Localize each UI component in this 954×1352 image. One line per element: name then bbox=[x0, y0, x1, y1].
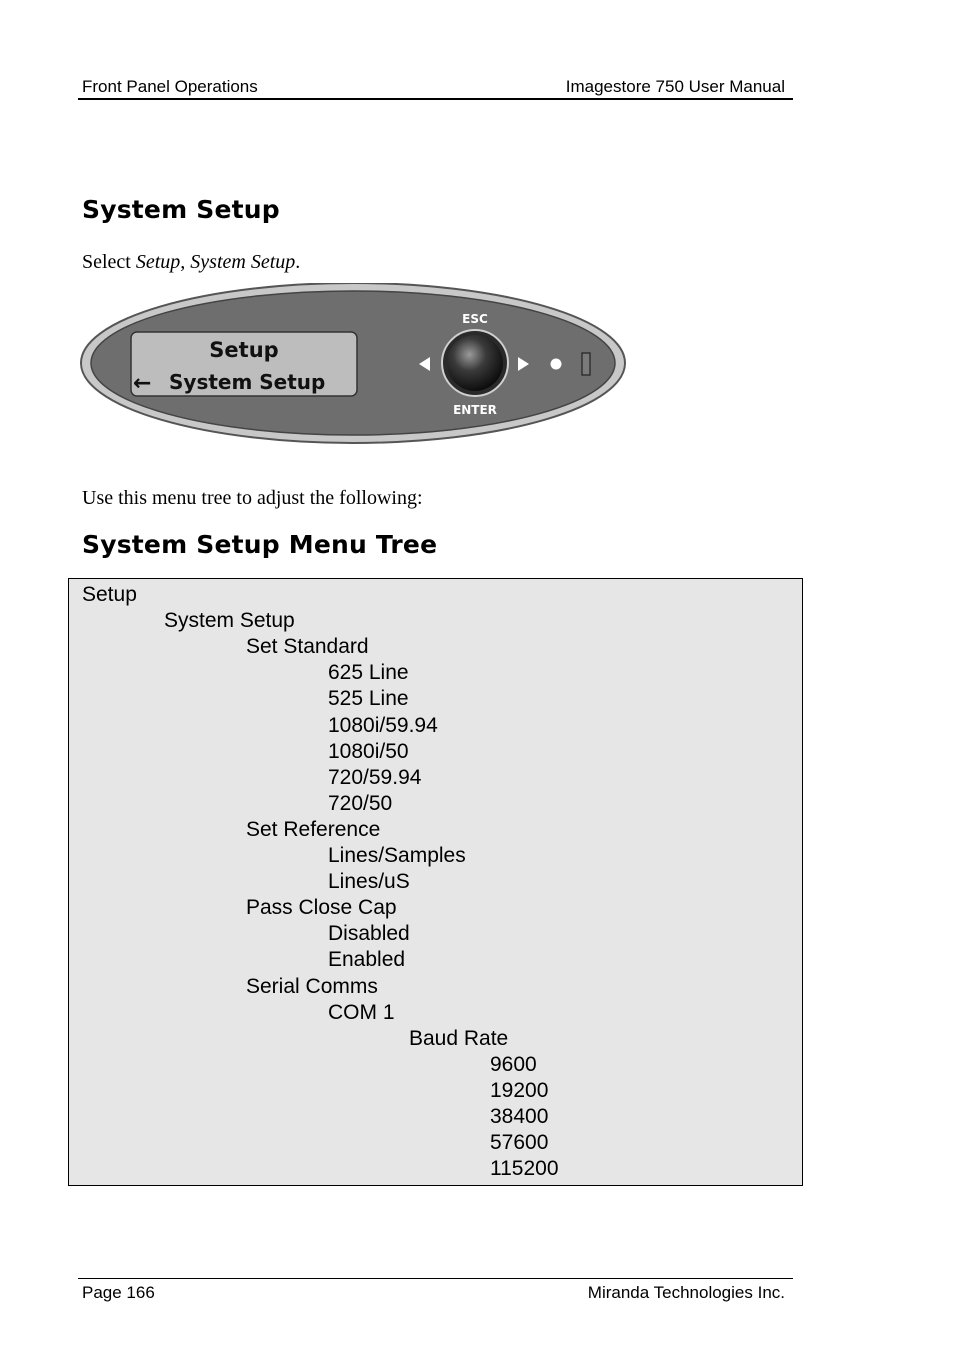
tree-item: 720/50 bbox=[328, 791, 393, 815]
section-heading: System Setup bbox=[82, 195, 280, 224]
running-header-title: Imagestore 750 User Manual bbox=[565, 77, 785, 96]
menu-tree-heading: System Setup Menu Tree bbox=[82, 530, 438, 559]
menu-tree-box bbox=[68, 578, 803, 1186]
tree-item: 38400 bbox=[490, 1105, 549, 1128]
enter-label: ENTER bbox=[453, 403, 497, 417]
usage-paragraph: Use this menu tree to adjust the following: bbox=[82, 487, 423, 509]
intro-suffix: . bbox=[295, 251, 301, 273]
tree-item: 525 Line bbox=[328, 687, 409, 711]
tree-item: 720/59.94 bbox=[328, 765, 422, 789]
footer-company: Miranda Technologies Inc. bbox=[587, 1283, 785, 1302]
intro-menu-path: Setup, System Setup bbox=[135, 251, 296, 273]
tree-item: Enabled bbox=[328, 948, 406, 972]
page-number: Page 166 bbox=[82, 1283, 155, 1302]
back-arrow-icon: ← bbox=[133, 371, 152, 396]
status-led bbox=[551, 359, 562, 370]
running-header-section: Front Panel Operations bbox=[82, 77, 258, 96]
card-slot bbox=[582, 353, 590, 375]
tree-item: Baud Rate bbox=[409, 1026, 509, 1050]
intro-prefix: Select bbox=[82, 251, 136, 273]
intro-paragraph bbox=[82, 251, 300, 274]
lcd-line-1: Setup bbox=[209, 338, 279, 362]
tree-item: Pass Close Cap bbox=[246, 896, 397, 920]
tree-item: 625 Line bbox=[328, 661, 409, 685]
esc-label: ESC bbox=[462, 312, 488, 326]
header-rule bbox=[78, 98, 793, 100]
tree-item: Setup bbox=[82, 583, 137, 606]
lcd-line-2: System Setup bbox=[169, 370, 326, 394]
tree-item: Set Standard bbox=[246, 635, 369, 659]
tree-item: COM 1 bbox=[328, 1000, 395, 1024]
tree-item: 1080i/50 bbox=[328, 739, 409, 763]
tree-item: 1080i/59.94 bbox=[328, 713, 438, 737]
navigation-knob[interactable] bbox=[447, 335, 503, 391]
tree-item: Lines/Samples bbox=[328, 844, 466, 867]
tree-item: 57600 bbox=[490, 1131, 549, 1155]
tree-item: Disabled bbox=[328, 922, 410, 946]
footer-rule bbox=[78, 1278, 793, 1279]
tree-item: System Setup bbox=[164, 609, 295, 633]
front-panel-illustration bbox=[80, 283, 628, 445]
tree-item: Set Reference bbox=[246, 817, 381, 841]
tree-item: Lines/uS bbox=[328, 870, 410, 894]
tree-item: 115200 bbox=[490, 1157, 559, 1181]
tree-item: 19200 bbox=[490, 1078, 549, 1102]
tree-item: 9600 bbox=[490, 1052, 537, 1076]
tree-item: Serial Comms bbox=[246, 974, 378, 998]
